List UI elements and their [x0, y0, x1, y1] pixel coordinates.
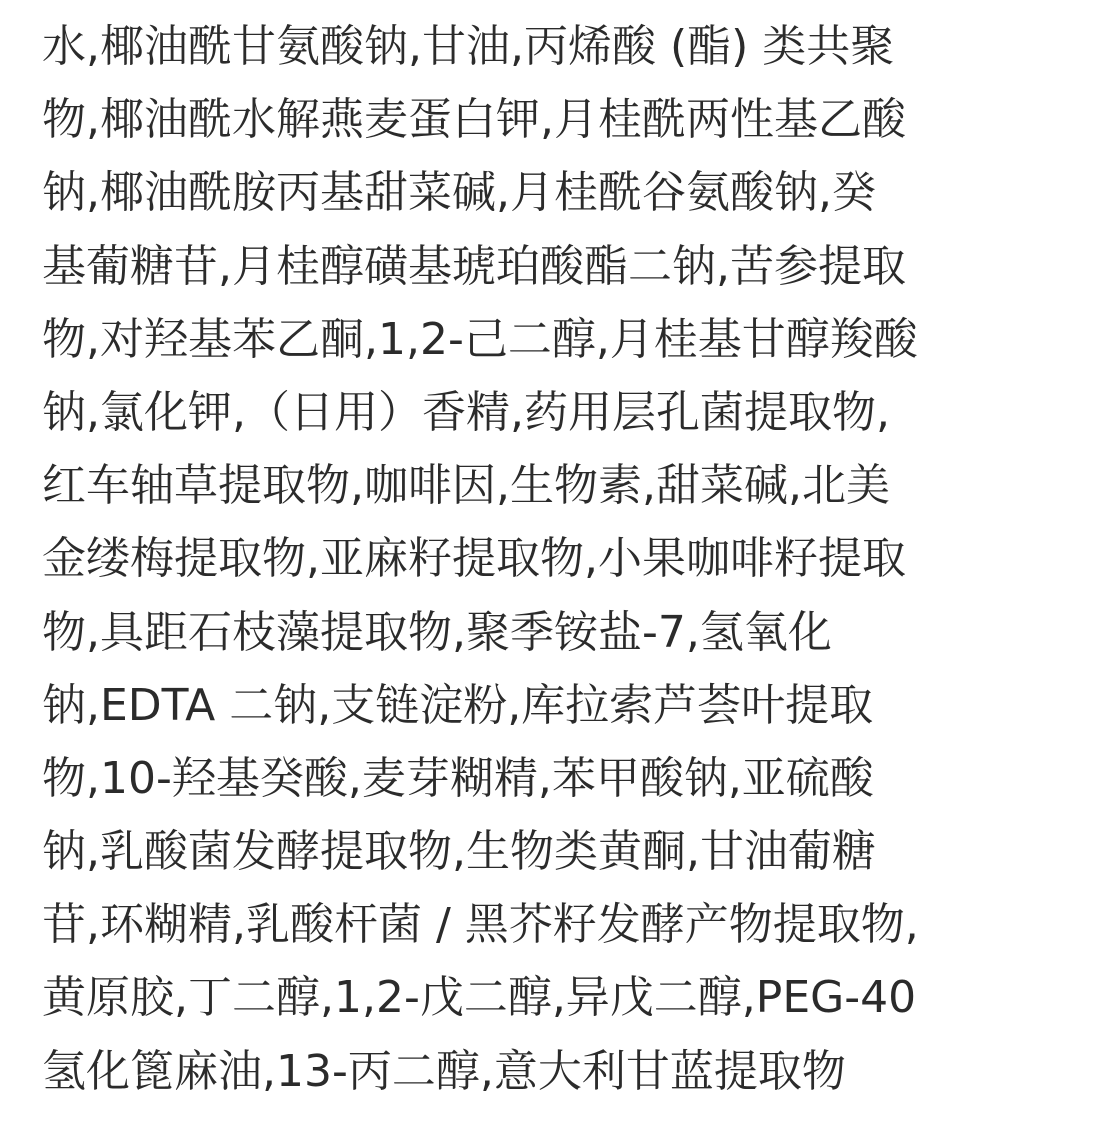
ingredient-line: 钠,乳酸菌发酵提取物,生物类黄酮,甘油葡糖: [42, 826, 876, 878]
ingredient-line: 物,10-羟基癸酸,麦芽糊精,苯甲酸钠,亚硫酸: [42, 752, 874, 804]
ingredient-line: 钠,椰油酰胺丙基甜菜碱,月桂酰谷氨酸钠,癸: [42, 167, 876, 219]
ingredient-line: 物,具距石枝藻提取物,聚季铵盐-7,氢氧化: [42, 606, 832, 658]
ingredient-line: 氢化篦麻油,13-丙二醇,意大利甘蓝提取物: [42, 1045, 846, 1097]
ingredient-line: 钠,EDTA 二钠,支链淀粉,库拉索芦荟叶提取: [42, 679, 874, 731]
ingredient-line: 红车轴草提取物,咖啡因,生物素,甜菜碱,北美: [42, 460, 890, 512]
ingredient-list: [42, 10, 1082, 1108]
ingredient-line: 物,椰油酰水解燕麦蛋白钾,月桂酰两性基乙酸: [42, 94, 906, 146]
ingredient-line: 钠,氯化钾,（日用）香精,药用层孔菌提取物,: [42, 386, 890, 438]
ingredient-line: 黄原胶,丁二醇,1,2-戊二醇,异戊二醇,PEG-40: [42, 972, 917, 1024]
ingredient-line: 金缕梅提取物,亚麻籽提取物,小果咖啡籽提取: [42, 533, 906, 585]
ingredient-line: 水,椰油酰甘氨酸钠,甘油,丙烯酸 (酯) 类共聚: [42, 21, 895, 72]
ingredient-line: 基葡糖苷,月桂醇磺基琥珀酸酯二钠,苦参提取: [42, 240, 906, 292]
ingredient-line: 苷,环糊精,乳酸杆菌 / 黑芥籽发酵产物提取物,: [42, 899, 919, 951]
ingredient-line: 物,对羟基苯乙酮,1,2-己二醇,月桂基甘醇羧酸: [42, 313, 918, 365]
